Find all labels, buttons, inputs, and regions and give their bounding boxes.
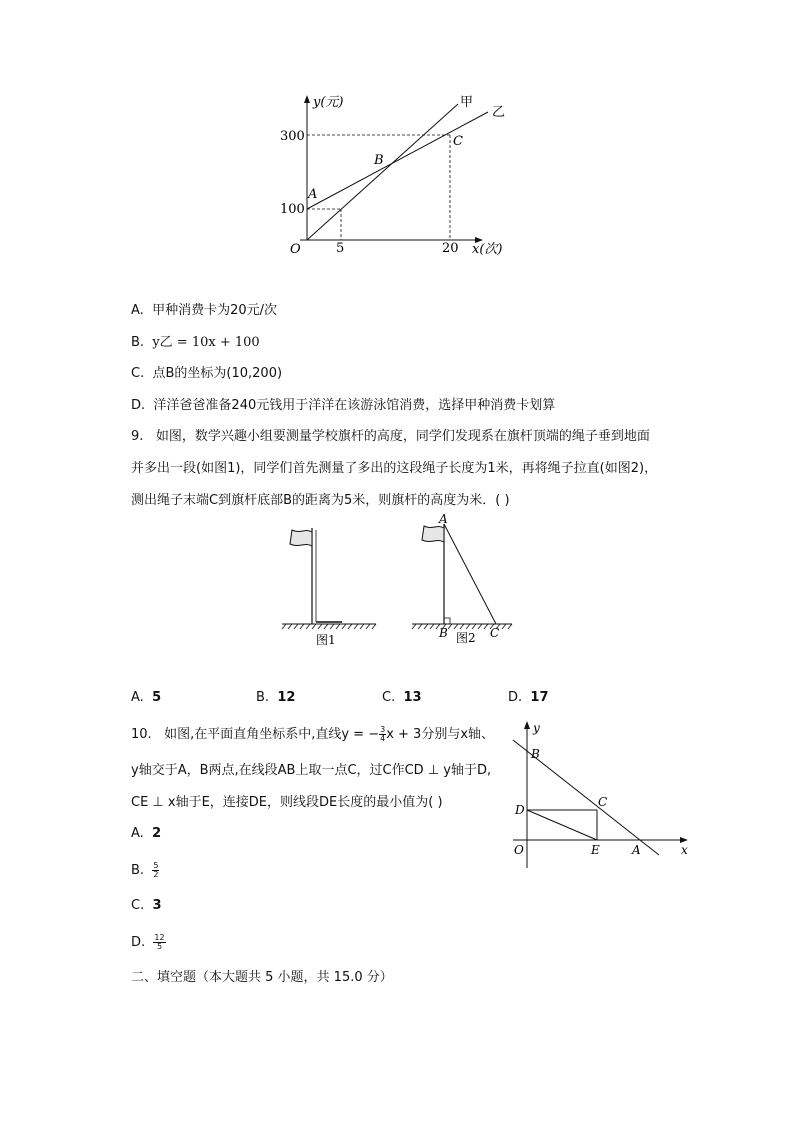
rope [444,524,496,624]
q10-option-d: D. $\frac{12}{5}$ [131,933,165,951]
fig2-point-b: B [439,626,448,640]
q9-option-b: B. 12 [256,690,296,705]
fig2-caption: 图2 [456,631,476,645]
line-yi-label: 乙 [492,105,506,120]
fig1-caption: 图1 [316,633,336,647]
flagpole-figure-1 [280,520,380,650]
point-b-label: B [374,153,384,168]
q8-option-c: C. 点B的坐标为(10,200) [131,366,283,381]
q9-line2: 并多出一段(如图1)，同学们首先测量了多出的这段绳子长度为1米，再将绳子拉直(如图2)， [131,461,658,476]
line-jia [307,104,458,240]
q9-option-d: D. 17 [508,690,549,705]
fig2-point-a: A [439,512,448,526]
y-axis-label: y(元) [313,95,344,110]
q10-option-a: A. 2 [131,826,162,841]
x-axis-label: x(次) [472,242,503,257]
origin-label: O [514,843,524,857]
line-yi [307,112,488,209]
flag [290,530,312,546]
q10-option-c: C. 3 [131,898,162,913]
q10-option-b: B. $\frac{5}{2}$ [131,861,159,879]
q10-number: 10. [131,727,152,742]
fig2-point-c: C [490,626,500,640]
section-heading-fill-in: 二、填空题（本大题共 5 小题，共 15.0 分） [131,970,393,985]
y-tick-300: 300 [280,129,305,144]
q8-option-b: B. y乙 = 10x + 100 [131,335,260,350]
q10-line2: y轴交于A，B两点,在线段AB上取一点C，过C作CD ⊥ y轴于D, [131,763,492,778]
x-tick-5: 5 [336,241,345,256]
flagpole-figure-2 [408,510,518,650]
x-tick-20: 20 [442,241,459,256]
flag [422,526,444,542]
q8-option-d: D. 洋洋爸爸准备240元钱用于洋洋在该游泳馆消费，选择甲种消费卡划算 [131,398,556,413]
point-c-label: C [453,134,463,149]
point-a-label: A [308,187,318,202]
q10-line3: CE ⊥ x轴于E，连接DE，则线段DE长度的最小值为( ) [131,795,443,810]
consumption-card-graph [280,90,520,262]
y-tick-100: 100 [280,202,305,217]
fraction-12-5: $\frac{12}{5}$ [154,933,165,951]
q10-line1: 10. 如图,在平面直角坐标系中,直线y = − $\frac{3}{4}$ x + 3分别与x轴、 [131,725,495,743]
origin-label: O [290,242,301,257]
q9-line3: 测出绳子末端C到旗杆底部B的距离为5米，则旗杆的高度为米．( ) [131,493,510,508]
point-c-label: C [598,795,608,809]
line-jia-label: 甲 [460,95,474,110]
q9-option-c: C. 13 [382,690,422,705]
y-axis-arrow [304,95,310,103]
segment-de [527,810,597,840]
fraction-3-4: $\frac{3}{4}$ [380,725,386,743]
point-a-label: A [632,843,641,857]
right-angle-mark [444,618,450,624]
fraction-5-2: $\frac{5}{2}$ [153,861,159,879]
q9-option-a: A. 5 [131,690,162,705]
point-d-label: D [515,803,525,817]
q8-option-a: A. 甲种消费卡为20元/次 [131,303,277,318]
q9-number: 9. [131,429,144,444]
point-e-label: E [591,843,600,857]
ground-hatch [282,624,376,629]
y-axis-arrow [524,721,530,729]
q9-line1: 9. 如图，数学兴趣小组要测量学校旗杆的高度，同学们发现系在旗杆顶端的绳子垂到地面 [131,429,650,444]
q10-coordinate-graph [505,718,695,870]
point-b-label: B [531,747,540,761]
y-label: y [533,721,540,735]
x-label: x [681,843,688,857]
